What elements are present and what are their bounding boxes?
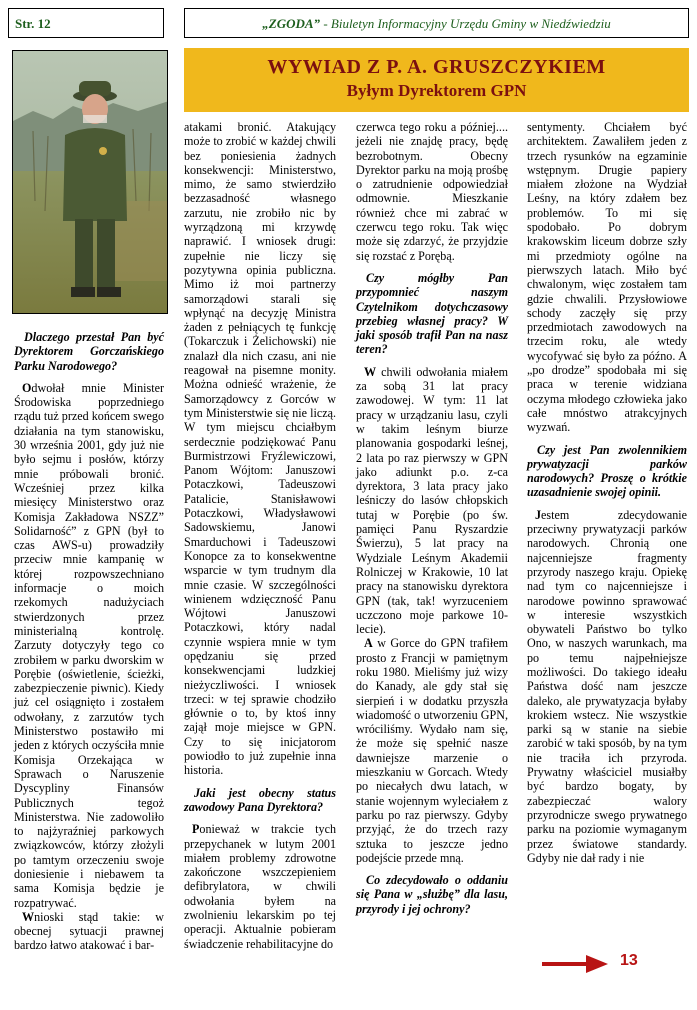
answer-5: Jestem zdecydowanie przeciwny prywatyzacji parków narodowych. Chronią one najcenniejsze fragmenty przyrody naszego kraju. Opiekę nad tym co najcenniejsze i narodowe powinno sprawować w interesie wszystkich obywateli Państwo bo tylko Ono, w naszych warunkach, ma po temu najpełniejsze możliwości. Do takiego ideału Państwa dość nam jeszcze daleko, ale prywatyzacja byłaby krokiem wstecz. Nie wszystkie parki są w stanie na siebie zarobić w taki sposób, by na tym nie traciła ich przyroda. Prywatny właściciel musiałby być bardzo bogaty, by zabezpieczać walory przyrodnicze swego prywatnego parku na poziomie wymaganym przez światowe standardy. Gdyby nie dał rady i nie bbox=[527, 507, 687, 865]
question-1: Dlaczego przestał Pan być Dyrektorem Gorczańskiego Parku Narodowego? bbox=[14, 330, 164, 373]
portrait-photo bbox=[12, 50, 168, 314]
answer-3: W chwili odwołania miałem za sobą 31 lat pracy zawodowej. W tym: 11 lat pracy w urządzaniu lasu, czyli w takim leśnym biurze planowania gospodarki leśnej, 2 lata po raz pierwszy w GPN jako adiunkt p.o. z-ca dyrektora, 3 lata pracy jako leśniczy do lasów chłopskich tutaj w Porębie (po św. pamięci Panu Ryszardzie Świerzu), 5 lat pracy na Wydziale Leśnym Akademii Rolniczej w Krakowie, 10 lat pracy na stanowisku dyrektora GPN (tak, tak! wyrzuceniem uczczono moje parkowe 10-lecie). bbox=[356, 364, 508, 637]
question-5: Czy jest Pan zwolennikiem prywatyzacji parków narodowych? Proszę o krótkie uzasadnienie swojej opinii. bbox=[527, 442, 687, 500]
column-1 bbox=[14, 330, 164, 953]
answer-1-continued: atakami bronić. Atakujący może to zrobić w każdej chwili bez poniesienia żadnych konsekwencji: Ministerstwo, mimo, że samo stwierdziło bezzasadność własnego zarzutu, nie zrobiło nic by wyrządzoną mi krzywdę naprawić. I wniosek drugi: zupełnie nie liczy się pozytywna opinia publiczna. Mimo iż moi partnerzy samorządowi starali się wpłynąć na decyzję Ministra żaden z pełniących tę funkcję (Tokarczuk i Żelichowski) nie znalazł dla nich czasu, ani nie reagował na pisemne monity. Można odnieść wrażenie, że Samorządowcy z Gorców w tym Ministerstwie się nie liczą. W tym miejscu chciałbym serdecznie podziękować Panu Burmistrzowi Fryźlewiczowi, Panom Wójtom: Januszowi Potaczkowi, Tadeuszowi Patalicie, Stanisławowi Potaczkowi, Władysławowi Sadowskiemu, Janowi Smarduchowi i Tadeuszowi Konopce za to konsekwentne wsparcie w tym trudnym dla mnie czasie. W szczególności winienem wdzięczność Panu Wójtowi Januszowi Potaczkowi, który nadal czynnie wspiera mnie w tym opędzaniu się przed konsekwencjami ludzkiej nieżyczliwości. I wniosek trzeci: w tej sprawie chodziło głównie o to, by ktoś inny zajął moje miejsce w GPN. Czy to się inicjatorom powiodło to już zupełnie inna historia. bbox=[184, 120, 336, 778]
arrow-right-icon bbox=[542, 962, 588, 966]
page-number: Str. 12 bbox=[8, 8, 164, 38]
answer-2-continued: czerwca tego roku a później.... jeżeli nie znajdę pracy, będę bezrobotnym. Obecny Dyrektor parku na moją prośbę o zatrudnienie odpowiedział odmownie. Mieszkanie również chce mi zabrać w czerwcu tego roku. Tak więc może się zdarzyć, że przyjdzie się rozstać z Porębą. bbox=[356, 120, 508, 263]
answer-1-cont: Wnioski stąd takie: w obecnej sytuacji prawnej bardzo łatwo atakować i bar- bbox=[14, 909, 164, 953]
article-title: WYWIAD Z P. A. GRUSZCZYKIEM bbox=[267, 56, 606, 78]
article-subtitle: Byłym Dyrektorem GPN bbox=[346, 81, 527, 100]
answer-1: Odwołał mnie Minister Środowiska poprzedniego rządu tuż przed końcem swego działania na tym stanowisku, 30 września 2001, gdy już nie było sejmu i posłów, którzy mnie próbowali bronić. Wcześniej przez kilka miesięcy Ministerstwo oraz Komisja Zakładowa NSZZ” Solidarność” z GPN (był to czas AWS-u) prowadziły przeciw mnie kampanię w której rozpowszechniano informacje o moich rzekomych nadużyciach stwierdzonych przez ministerialną kontrolę. Zarzuty dotyczyły tego co zrobiłem w parku dworskim w Porębie (oświetlenie, ścieżki, zabezpieczenie piwnic). Kiedy już cel osiągnięto i zostałem odwołany, z zarzutów tych Ministerstwo postawiło mi jeden z których oczyściła mnie Komisja Orzekająca w Sprawach o Naruszenie Dyscypliny Finansów Publicznych tegoż Ministerstwa. Nie zadowoliło to najżyraźniej parkowych związkowców, którzy złożyli po tamtym orzeczeniu swoje doniesienie i niebawem ta sama Komisja będzie je rozpatrywać. bbox=[14, 380, 164, 910]
bulletin-header bbox=[184, 8, 689, 38]
column-4 bbox=[527, 120, 687, 865]
answer-4: sentymenty. Chciałem być architektem. Zawaliłem jeden z trzech rysunków na egzaminie wstępnym. Drugie papiery miałem złożone na Wydział Leśny, na który zdałem bez problemów. To mi się spodobało. Po dobrym krakowskim liceum dobrze szły mi przedmioty ogólne na pierwszych latach. Miło być chwalonym, więc zostałem tam gdzie chwalili. Przysłowiowe schody zaczęły się przy przedmiotach zawodowych na trzecim roku, ale wtedy wycofywać się było za późno. A „po drodze” spodobała mi się praca w terenie widziana oczyma młodego człowieka jako całe mnóstwo atrakcyjnych wyzwań. bbox=[527, 120, 687, 435]
portrait-photo-image bbox=[13, 51, 168, 314]
continued-page-number: 13 bbox=[620, 952, 638, 969]
answer-3-cont: A w Gorce do GPN trafiłem prosto z Francji w pamiętnym roku 1980. Mieliśmy już wizy do Kanady, ale gdy stał się sierpień i w dodatku przyszła wiadomość o utworzeniu GPN, wróciliśmy. Wydało nam się, że może się spełnić nasze dawniejsze marzenie o mieszkaniu w Gorcach. Wtedy po niecałych dwu latach, w stanie wojennym wyleciałem z parku po raz pierwszy. Gdyby przyjąć, że do trzech razy sztuka to jeszcze jedno podejście przede mną. bbox=[356, 636, 508, 865]
answer-2: Ponieważ w trakcie tych przepychanek w lutym 2001 miałem problemy zdrowotne zakończone wszczepieniem defibrylatora, w chwili odwołania byłem na zwolnieniu lekarskim po tej operacji. Aktualnie pobieram świadczenie rehabilitacyjne do bbox=[184, 822, 336, 951]
arrow-head-icon bbox=[586, 955, 608, 973]
bulletin-subtitle: - Biuletyn Informacyjny Urzędu Gminy w Niedźwiedziu bbox=[320, 16, 611, 31]
column-2 bbox=[184, 120, 336, 951]
question-2: Jaki jest obecny status zawodowy Pana Dyrektora? bbox=[184, 785, 336, 814]
article-banner bbox=[184, 48, 689, 112]
bulletin-name: „ZGODA” bbox=[262, 16, 321, 31]
column-3 bbox=[356, 120, 508, 924]
continued-on-next-page[interactable] bbox=[542, 952, 682, 974]
question-4: Co zdecydowało o oddaniu się Pana w „służbę” dla lasu, przyrody i jej ochrony? bbox=[356, 873, 508, 916]
question-3: Czy mógłby Pan przypomnieć naszym Czytelnikom dotychczasowy przebieg własnej pracy? W jaki sposób trafił Pan na nasz teren? bbox=[356, 270, 508, 357]
